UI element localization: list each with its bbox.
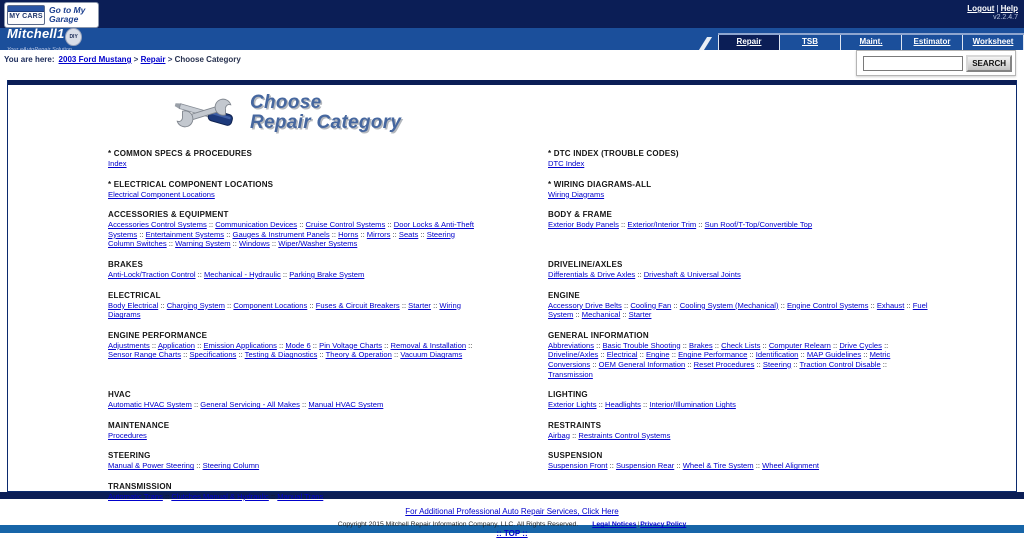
page-title-line1: Choose: [250, 92, 322, 113]
link-separator: ::: [868, 300, 877, 310]
category-section: [548, 451, 988, 482]
category-heading: ENGINE: [548, 290, 580, 300]
category-heading: DRIVELINE/AXLES: [548, 259, 623, 269]
category-link[interactable]: Mirrors: [366, 229, 391, 239]
category-heading: GENERAL INFORMATION: [548, 330, 649, 340]
category-section: [548, 260, 988, 291]
category-link[interactable]: Application: [157, 340, 195, 350]
link-separator: ::: [329, 229, 339, 239]
link-separator: ::: [430, 300, 440, 310]
category-heading: HVAC: [108, 390, 131, 400]
category-section: [108, 291, 548, 331]
category-link[interactable]: Mode 6: [285, 340, 311, 350]
link-separator: ::: [680, 340, 690, 350]
link-separator: ::: [778, 300, 787, 310]
category-link[interactable]: OEM General Information: [598, 359, 686, 369]
link-separator: ::: [881, 340, 889, 350]
additional-services-link[interactable]: For Additional Professional Auto Repair Services, Click Here: [405, 507, 619, 516]
category-link[interactable]: Procedures: [108, 430, 147, 440]
category-link[interactable]: Engine: [645, 350, 670, 360]
category-link[interactable]: Exterior/Interior Trim: [627, 220, 697, 230]
category-link[interactable]: Seats: [398, 229, 419, 239]
category-section: [548, 390, 988, 421]
category-row: [8, 421, 1016, 452]
category-link[interactable]: MAP Guidelines: [806, 350, 862, 360]
category-link[interactable]: Identification: [755, 350, 799, 360]
link-separator: ::: [573, 310, 582, 320]
category-link[interactable]: Fuses & Circuit Breakers: [315, 300, 400, 310]
category-row: [8, 482, 1016, 513]
link-separator: ::: [618, 220, 628, 230]
category-link[interactable]: Emission Applications: [203, 340, 277, 350]
category-link[interactable]: Electrical Component Locations: [108, 189, 215, 199]
link-separator: ::: [607, 461, 616, 471]
link-separator: ::: [268, 491, 278, 501]
breadcrumb-prefix: You are here:: [4, 55, 55, 64]
breadcrumb-separator: >: [131, 55, 141, 64]
category-link[interactable]: Computer Relearn: [768, 340, 831, 350]
category-section: [108, 149, 548, 180]
category-link[interactable]: Sun Roof/T-Top/Convertible Top: [704, 220, 813, 230]
category-link[interactable]: Vacuum Diagrams: [400, 350, 463, 360]
breadcrumb-item[interactable]: Repair: [140, 55, 166, 64]
tab-tsb[interactable]: TSB: [779, 35, 840, 50]
page-title: [250, 93, 401, 133]
link-separator: ::: [594, 340, 603, 350]
category-link[interactable]: Airbag: [548, 430, 570, 440]
category-link[interactable]: Parking Brake System: [289, 269, 365, 279]
category-row: [8, 451, 1016, 482]
link-separator: ::: [158, 300, 167, 310]
link-separator: ::: [598, 350, 607, 360]
category-link[interactable]: Engine Performance: [678, 350, 748, 360]
link-separator: ::: [637, 350, 646, 360]
tab-repair[interactable]: Repair: [718, 35, 779, 50]
category-section: [108, 421, 548, 452]
category-section: [548, 421, 988, 452]
category-link[interactable]: Abbreviations: [548, 340, 595, 350]
wrench-screwdriver-icon: [170, 90, 238, 136]
category-link[interactable]: Fuel System: [548, 300, 928, 320]
category-link[interactable]: Warning System: [175, 239, 231, 249]
link-separator: ::: [590, 359, 599, 369]
link-separator: ::: [669, 350, 679, 360]
tab-strip: [718, 33, 1024, 50]
link-separator: ::: [466, 340, 473, 350]
link-separator: ::: [149, 340, 158, 350]
subheader-row: [0, 50, 1024, 80]
category-section: [548, 331, 988, 390]
link-separator: ::: [569, 430, 579, 440]
link-separator: ::: [181, 350, 190, 360]
category-link[interactable]: Wiring Diagrams: [548, 189, 605, 199]
category-section: [108, 210, 548, 260]
category-link[interactable]: Manual HVAC System: [308, 400, 384, 410]
category-link[interactable]: Starter: [628, 310, 652, 320]
category-link[interactable]: Reset Procedures: [693, 359, 755, 369]
go-to-my-garage-label: Go to My Garage: [49, 5, 86, 24]
link-separator: ::: [191, 400, 201, 410]
link-separator: ::: [166, 239, 176, 249]
category-heading: MAINTENANCE: [108, 420, 170, 430]
category-link[interactable]: Automatic HVAC System: [108, 400, 192, 410]
link-separator: ::: [671, 300, 680, 310]
category-section: [548, 291, 988, 331]
category-link[interactable]: Gauges & Instrument Panels: [232, 229, 330, 239]
footer-divider: |: [637, 521, 640, 528]
link-separator: ::: [674, 461, 683, 471]
logo-bar: [0, 28, 1024, 50]
category-link[interactable]: Interior/Illumination Lights: [649, 400, 736, 410]
page-title-line2: Repair Category: [250, 112, 402, 133]
search-box: [856, 50, 1016, 76]
category-row: [8, 260, 1016, 291]
link-separator: ::: [137, 229, 146, 239]
link-separator: ::: [418, 229, 427, 239]
category-link[interactable]: Wheel Alignment: [762, 461, 820, 471]
link-separator: ::: [230, 239, 239, 249]
tab-worksheet[interactable]: Worksheet: [962, 35, 1024, 50]
link-separator: ::: [880, 359, 888, 369]
category-link[interactable]: Index: [108, 159, 127, 168]
category-link[interactable]: Accessory Drive Belts: [548, 300, 622, 310]
tab-area: [703, 33, 1024, 50]
category-link[interactable]: Pin Voltage Charts: [319, 340, 383, 350]
category-link[interactable]: Horns: [338, 229, 359, 239]
category-section: [108, 482, 548, 513]
link-separator: ::: [195, 269, 204, 279]
category-link[interactable]: Wiring Diagrams: [108, 300, 461, 320]
category-link[interactable]: Driveline/Axles: [548, 350, 599, 360]
link-separator: ::: [635, 269, 644, 279]
breadcrumb-item: Choose Category: [174, 55, 241, 64]
category-row: [8, 291, 1016, 331]
category-heading: STEERING: [108, 451, 151, 461]
search-button[interactable]: SEARCH: [966, 55, 1012, 72]
link-separator: ::: [194, 461, 203, 471]
link-separator: ::: [390, 229, 399, 239]
category-heading: LIGHTING: [548, 390, 588, 400]
link-separator: ::: [276, 340, 286, 350]
category-link[interactable]: Anti-Lock/Traction Control: [108, 269, 196, 279]
category-link[interactable]: Exhaust: [876, 300, 905, 310]
tab-maint[interactable]: Maint.: [840, 35, 901, 50]
category-heading: TRANSMISSION: [108, 481, 172, 491]
category-section: [108, 331, 548, 390]
top-link[interactable]: :: TOP ::: [496, 529, 528, 538]
category-link[interactable]: Metric Conversions: [548, 350, 891, 369]
category-link[interactable]: Brakes: [689, 340, 713, 350]
category-link[interactable]: Check Lists: [721, 340, 761, 350]
category-link[interactable]: Component Locations: [233, 300, 308, 310]
go-to-my-garage-button[interactable]: [4, 2, 99, 28]
category-link[interactable]: Drive Cycles: [839, 340, 882, 350]
category-heading: BRAKES: [108, 259, 143, 269]
category-section: [548, 180, 988, 211]
category-section: [108, 180, 548, 211]
link-separator: ::: [696, 220, 705, 230]
category-link[interactable]: Mechanical: [581, 310, 621, 320]
category-link[interactable]: Driveshaft & Universal Joints: [643, 269, 741, 279]
category-row: [8, 149, 1016, 180]
link-separator: ::: [385, 220, 394, 230]
category-section: [548, 149, 988, 180]
link-separator: ::: [798, 350, 807, 360]
link-separator: ::: [391, 350, 401, 360]
link-separator: ::: [760, 340, 769, 350]
category-link[interactable]: Suspension Rear: [615, 461, 675, 471]
link-separator: ::: [269, 239, 279, 249]
category-link[interactable]: Exterior Lights: [548, 400, 597, 410]
diy-badge: DIY: [65, 28, 81, 46]
category-heading: * DTC INDEX (TROUBLE CODES): [548, 149, 679, 158]
category-heading: BODY & FRAME: [548, 210, 613, 220]
link-separator: ::: [754, 359, 763, 369]
link-separator: ::: [162, 491, 172, 501]
link-divider: |: [996, 4, 999, 13]
category-link[interactable]: Body Electrical: [108, 300, 159, 310]
link-separator: ::: [224, 300, 234, 310]
category-link[interactable]: Suspension Front: [548, 461, 608, 471]
link-separator: ::: [236, 350, 245, 360]
session-links: [967, 4, 1018, 21]
category-heading: ENGINE PERFORMANCE: [108, 330, 208, 340]
category-link[interactable]: Cooling Fan: [630, 300, 672, 310]
category-link[interactable]: Wiper/Washer Systems: [278, 239, 358, 249]
category-link[interactable]: Cruise Control Systems: [305, 220, 386, 230]
category-section: [108, 260, 548, 291]
privacy-policy-link[interactable]: Privacy Policy: [640, 521, 687, 528]
category-link[interactable]: Manual & Power Steering: [108, 461, 195, 471]
category-row: [8, 390, 1016, 421]
category-link[interactable]: Adjustments: [108, 340, 150, 350]
link-separator: ::: [712, 340, 722, 350]
category-link[interactable]: Traction Control Disable: [799, 359, 881, 369]
category-section: [108, 451, 548, 482]
version-label: v2.2.4.7: [993, 14, 1018, 21]
link-separator: ::: [640, 400, 650, 410]
category-link[interactable]: Wheel & Tire System: [682, 461, 754, 471]
link-separator: ::: [861, 350, 870, 360]
link-separator: ::: [382, 340, 391, 350]
my-cars-label: MY CARS: [9, 13, 43, 20]
link-separator: ::: [358, 229, 367, 239]
category-heading: RESTRAINTS: [548, 420, 602, 430]
category-section: [108, 390, 548, 421]
link-separator: ::: [297, 220, 306, 230]
category-link[interactable]: Exterior Body Panels: [548, 220, 619, 230]
category-link[interactable]: Entertainment Systems: [145, 229, 225, 239]
category-heading: * WIRING DIAGRAMS-ALL: [548, 179, 652, 189]
link-separator: ::: [310, 340, 320, 350]
logout-link[interactable]: Logout: [967, 4, 995, 13]
link-separator: ::: [621, 300, 631, 310]
category-link[interactable]: DTC Index: [548, 159, 585, 168]
link-separator: ::: [307, 300, 316, 310]
copyright-text: Copyright 2015 Mitchell Repair Information Company, LLC. All Rights Reserved.: [337, 521, 579, 528]
link-separator: ::: [596, 400, 605, 410]
category-row: [8, 180, 1016, 211]
category-link[interactable]: Steering Column Switches: [108, 229, 456, 249]
category-link[interactable]: Windows: [239, 239, 270, 249]
category-link[interactable]: Mechanical - Hydraulic: [203, 269, 281, 279]
tab-slash-decoration: [699, 37, 712, 50]
category-link[interactable]: Door Locks & Anti-Theft Systems: [108, 220, 474, 239]
category-list: [8, 149, 1016, 513]
link-separator: ::: [206, 220, 216, 230]
mitchell1-logo-text: Mitchell1: [7, 26, 65, 41]
category-link[interactable]: Steering: [762, 359, 792, 369]
category-link[interactable]: Starter: [408, 300, 431, 310]
category-link[interactable]: Communication Devices: [215, 220, 298, 230]
help-link[interactable]: Help: [1000, 4, 1018, 13]
category-row: [8, 331, 1016, 390]
category-heading: * COMMON SPECS & PROCEDURES: [108, 149, 253, 158]
category-link[interactable]: Transmission: [548, 369, 593, 379]
link-separator: ::: [791, 359, 800, 369]
link-separator: ::: [399, 300, 409, 310]
category-link[interactable]: Manual Trans: [277, 491, 324, 501]
category-link[interactable]: Electrical: [606, 350, 638, 360]
category-heading: SUSPENSION: [548, 451, 603, 461]
link-separator: ::: [280, 269, 290, 279]
category-link[interactable]: Restraints Control Systems: [578, 430, 671, 440]
link-separator: ::: [904, 300, 913, 310]
category-link[interactable]: General Servicing - All Makes: [200, 400, 300, 410]
link-separator: ::: [830, 340, 840, 350]
category-link[interactable]: Basic Trouble Shooting: [602, 340, 681, 350]
tab-estimator[interactable]: Estimator: [901, 35, 962, 50]
link-separator: ::: [194, 340, 204, 350]
category-link[interactable]: Engine Control Systems: [786, 300, 869, 310]
category-link[interactable]: Charging System: [166, 300, 225, 310]
category-link[interactable]: Accessories Control Systems: [108, 220, 207, 230]
category-link[interactable]: Automatic Trans: [108, 491, 163, 501]
link-separator: ::: [747, 350, 756, 360]
link-separator: ::: [299, 400, 309, 410]
category-heading: * ELECTRICAL COMPONENT LOCATIONS: [108, 179, 274, 189]
category-link[interactable]: Testing & Diagnostics: [244, 350, 318, 360]
content-panel: [7, 80, 1017, 501]
legal-notices-link[interactable]: Legal Notices: [592, 521, 637, 528]
category-link[interactable]: Clutches Manual & Hydraulic: [171, 491, 269, 501]
breadcrumb-item[interactable]: 2003 Ford Mustang: [58, 55, 132, 64]
link-separator: ::: [620, 310, 629, 320]
category-link[interactable]: Cooling System (Mechanical): [679, 300, 779, 310]
category-section: [548, 210, 988, 260]
category-link[interactable]: Sensor Range Charts: [108, 350, 182, 360]
category-link[interactable]: Steering Column: [202, 461, 260, 471]
panel-top-rule: [8, 80, 1016, 85]
category-row: [8, 210, 1016, 260]
category-link[interactable]: Removal & Installation: [390, 340, 467, 350]
breadcrumb: [4, 55, 241, 64]
category-heading: ELECTRICAL: [108, 290, 161, 300]
page-title-block: [170, 89, 1016, 137]
breadcrumb-separator: >: [165, 55, 175, 64]
top-header-bar: [0, 0, 1024, 28]
category-link[interactable]: Theory & Operation: [325, 350, 392, 360]
my-cars-license-plate-icon: [7, 5, 45, 25]
category-link[interactable]: Headlights: [605, 400, 641, 410]
link-separator: ::: [685, 359, 694, 369]
search-input[interactable]: [863, 56, 963, 71]
link-separator: ::: [317, 350, 326, 360]
link-separator: ::: [224, 229, 233, 239]
category-heading: ACCESSORIES & EQUIPMENT: [108, 210, 229, 220]
link-separator: ::: [753, 461, 763, 471]
category-link[interactable]: Specifications: [189, 350, 237, 360]
category-link[interactable]: Differentials & Drive Axles: [548, 269, 636, 279]
